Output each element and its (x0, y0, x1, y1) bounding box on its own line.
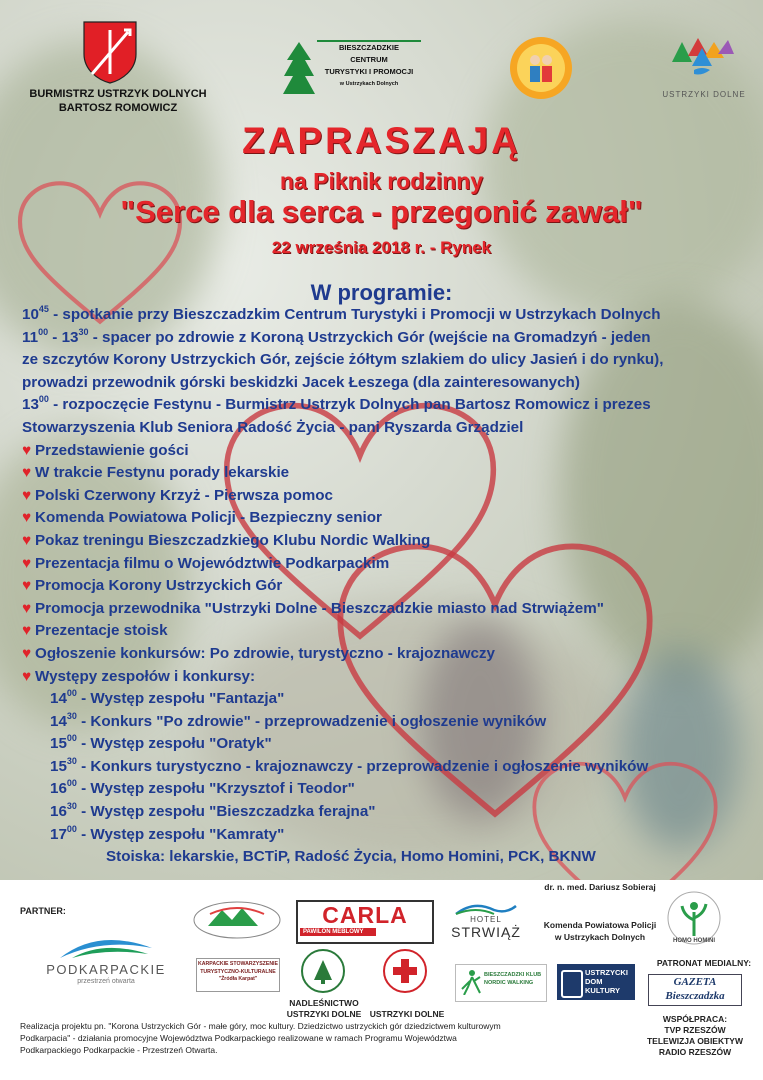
program-entry-1300: $13^{00}$ - rozpoczęcie Festynu - Burmistrz Ustrzyk Dolnych pan Bartosz Romowicz i prezes (22, 394, 651, 414)
list-item: ♥ W trakcie Festynu porady lekarskie (22, 464, 290, 482)
mayor-name-block (18, 87, 218, 115)
culture-house-logo: USTRZYCKI DOM KULTURY (557, 964, 635, 1000)
heart-bullet-icon: ♥ (22, 622, 32, 640)
nordic-name: BIESZCZADZKI KLUB NORDIC WALKING (484, 972, 542, 986)
heart-bullet-icon: ♥ (22, 509, 32, 527)
forest-service-logo-icon (300, 948, 346, 994)
heart-bullet-icon: ♥ (22, 577, 32, 595)
list-item: ♥ Polski Czerwony Krzyż - Pierwsza pomoc (22, 486, 333, 504)
forest-line-1: NADLEŚNICTWO (289, 998, 359, 1008)
bctip-line-3: TURYSTYKI I PROMOCJI (324, 67, 414, 76)
heart-bullet-icon: ♥ (22, 464, 32, 482)
heart-bullet-icon: ♥ (22, 554, 32, 572)
heart-bullet-icon: ♥ (22, 486, 32, 504)
stalls-line: Stoiska: lekarskie, BCTiP, Radość Życia, Homo Homini, PCK, BKNW (106, 848, 596, 866)
program-entry-1045: $10^{45}$ - spotkanie przy Bieszczadzkim Centrum Turystyki i Promocji w Ustrzykach Dolnych (22, 304, 661, 323)
show-entry: $14^{30}$ - Konkurs "Po zdrowie" - przeprowadzenie i ogłoszenie wyników (50, 710, 547, 730)
program-heading: W programie: (310, 280, 453, 305)
forest-line-2: USTRZYKI DOLNE (286, 1009, 362, 1019)
list-item: ♥ Prezentacje stoisk (22, 622, 168, 640)
media-label: PATRONAT MEDIALNY: (656, 958, 752, 968)
show-entry: $16^{30}$ - Występ zespołu "Bieszczadzka ferajna" (50, 801, 376, 821)
hotel-line-1: HOTEL (470, 915, 502, 924)
invite-heading: ZAPRASZAJĄ (242, 120, 521, 161)
list-item: ♥ Przedstawienie gości (22, 441, 189, 459)
hotel-wave-icon (454, 902, 518, 916)
partners-footer (0, 880, 763, 1080)
heart-bullet-icon: ♥ (22, 644, 32, 662)
podkarpackie-tag: przestrzeń otwarta (77, 978, 135, 985)
doctor-name: dr. n. med. Dariusz Sobieraj (544, 882, 656, 892)
partner-label: PARTNER: (20, 906, 66, 916)
podkarpackie-swoosh-icon (58, 934, 154, 960)
event-type: na Piknik rodzinny (279, 168, 484, 194)
heart-bullet-icon: ♥ (22, 599, 32, 617)
ustrzyki-dolne-logo-icon (670, 36, 736, 84)
show-entry: $16^{00}$ - Występ zespołu "Krzysztof i Teodor" (50, 778, 355, 798)
nordic-walker-icon (460, 969, 482, 995)
senior-club-logo-icon (509, 36, 573, 100)
show-entry: $15^{00}$ - Występ zespołu "Oratyk" (50, 733, 272, 753)
program-entry-1100-cont-2: prowadzi przewodnik górski beskidzki Jacek Łeszega (dla zainteresowanych) (22, 373, 580, 391)
gazeta-logo: GAZETA Bieszczadzka (648, 974, 742, 1006)
show-entry: $15^{30}$ - Konkurs turystyczno - krajoznawczy - przeprowadzenie i ogłoszenie wyników (50, 755, 649, 775)
list-item: ♥ Promocja Korony Ustrzyckich Gór (22, 577, 283, 595)
nordic-walking-logo (455, 964, 547, 1002)
coop-label: WSPÓŁPRACA: (662, 1014, 728, 1024)
coat-of-arms-icon (82, 20, 138, 84)
podkarpackie-name: PODKARPACKIE (46, 962, 166, 977)
event-name: "Serce dla serca - przegonić zawał" (120, 194, 643, 229)
red-cross-logo-icon (382, 948, 428, 994)
list-item: ♥ Pokaz treningu Bieszczadzkiego Klubu Nordic Walking (22, 531, 431, 549)
program-list (22, 304, 752, 869)
list-item: ♥ Promocja przewodnika "Ustrzyki Dolne - Bieszczadzkie miasto nad Strwiążem" (22, 599, 604, 617)
coop-3: RADIO RZESZÓW (658, 1047, 732, 1057)
bctip-logo (283, 38, 423, 104)
list-item: ♥ Prezentacja filmu o Województwie Podkarpackim (22, 554, 390, 572)
show-entry: $17^{00}$ - Występ zespołu "Kamraty" (50, 823, 285, 843)
karpackie-logo: KARPACKIE STOWARZYSZENIE TURYSTYCZNO-KULTURALNE "Źródła Karpat" (196, 958, 280, 992)
hotel-line-2: STRWIĄŻ (451, 924, 521, 940)
coop-2: TELEWIZJA OBIEKTYW (646, 1036, 743, 1046)
carla-name: CARLA (322, 902, 408, 928)
list-item: ♥ Komenda Powiatowa Policji - Bezpieczny senior (22, 509, 382, 527)
program-entry-1100-cont-1: ze szczytów Korony Ustrzyckich Gór, zejście żółtym szlakiem do ulicy Jasień i do rynku), (22, 351, 664, 369)
event-date: 22 września 2018 r. - Rynek (271, 238, 492, 257)
list-item: ♥ Ogłoszenie konkursów: Po zdrowie, turystyczno - krajoznawczy (22, 644, 495, 662)
carla-sub: PAWILON MEBLOWY (300, 928, 376, 936)
program-entry-1100: $11^{00} - 13^{30}$ - spacer po zdrowie z Koroną Ustrzyckich Gór (wejście na Gromadzyń - jeden (22, 326, 651, 346)
program-entry-1300-cont: Stowarzyszenia Klub Seniora Radość Życia - pani Ryszarda Grządziel (22, 418, 524, 436)
homo-homini-name: HOMO HOMINI (673, 938, 715, 944)
pck-label: USTRZYKI DOLNE (369, 1009, 445, 1019)
heart-bullet-icon: ♥ (22, 441, 32, 459)
bctip-line-1: BIESZCZADZKIE (339, 43, 399, 52)
fir-tree-icon (283, 42, 315, 100)
heart-bullet-icon: ♥ (22, 531, 32, 549)
project-note: Realizacja projektu pn. "Korona Ustrzyckich Gór - małe góry, moc kultury. Dziedzictwo ustrzyckich gór dziedzictwem kulturowym Podkarpacia" - działania promocyjne Województwa Podkarpackiego realizowane w ramach Programu Województwa Podkarpackiego Podkarpackie - Przestrzeń Otwarta. (20, 1021, 501, 1055)
carla-logo (296, 900, 434, 944)
show-entry: $14^{00}$ - Występ zespołu "Fantazja" (50, 688, 285, 708)
heart-bullet-icon: ♥ (22, 667, 32, 685)
coop-1: TVP RZESZÓW (664, 1025, 726, 1035)
bctip-line-4: w Ustrzykach Dolnych (339, 81, 399, 87)
town-label: USTRZYKI DOLNE (662, 90, 746, 99)
mayor-line-2: BARTOSZ ROMOWICZ (58, 102, 178, 114)
korona-gor-logo-icon (192, 900, 282, 940)
list-item: ♥ Występy zespołów i konkursy: (22, 667, 256, 685)
mayor-line-1: BURMISTRZ USTRZYK DOLNYCH (29, 88, 207, 100)
police-line-2: w Ustrzykach Dolnych (554, 932, 646, 942)
bctip-line-2: CENTRUM (350, 55, 388, 64)
police-line-1: Komenda Powiatowa Policji (543, 920, 657, 930)
